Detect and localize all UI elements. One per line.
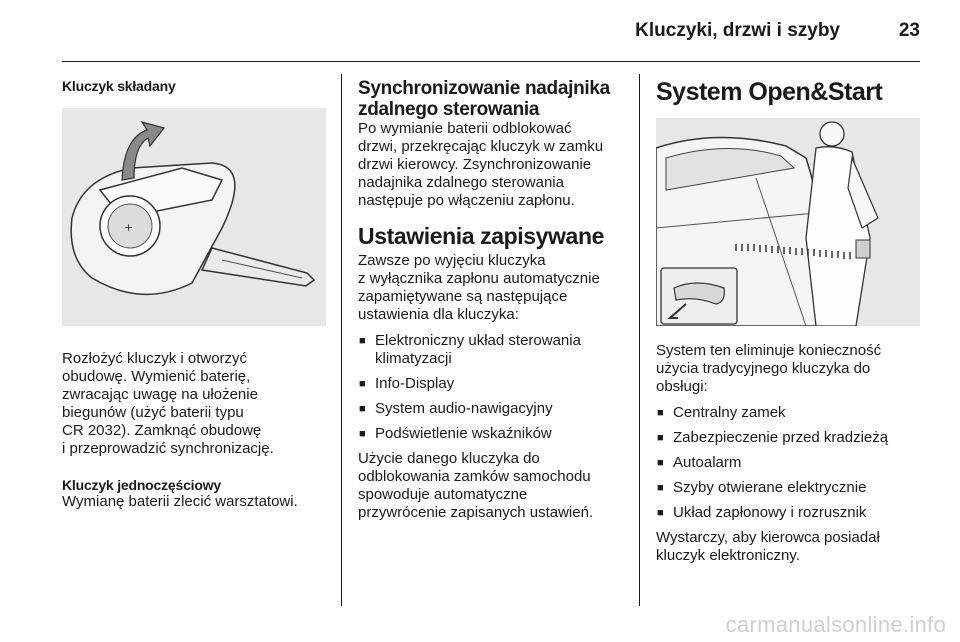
saved-settings-text [358, 252, 626, 324]
paragraph-line: drzwi kierowcy. Zsynchronizowanie [358, 156, 592, 173]
paragraph-line: zwracając uwagę na ułożenie [62, 386, 258, 403]
paragraph-line: z wyłącznika zapłonu automatycznie [358, 270, 600, 287]
heading-open-start: System Open&Start [656, 78, 883, 106]
list-item-text: Szyby otwierane elektrycznie [673, 479, 867, 496]
list-item-text: Układ zapłonowy i rozrusznik [673, 504, 867, 521]
paragraph-line: biegunów (użyć baterii typu [62, 404, 244, 421]
heading-remote-sync-line2: zdalnego sterowania [358, 99, 540, 120]
folding-key-battery-icon [62, 108, 326, 326]
bullet-square-icon: ■ [359, 428, 366, 440]
watermark: carmanualsonline.info [725, 612, 946, 637]
open-start-closing [656, 529, 920, 565]
paragraph-line: nadajnika zdalnego sterowania [358, 174, 564, 191]
open-start-intro [656, 342, 920, 396]
paragraph-line: przywrócenie zapisanych ustawień. [358, 504, 594, 521]
list-item-text: Autoalarm [673, 454, 742, 471]
list-item-text: Info-Display [375, 375, 455, 392]
bullet-square-icon: ■ [657, 457, 664, 469]
list-item-text: Centralny zamek [673, 404, 786, 421]
list-item-text: Elektroniczny układ sterowania [375, 332, 581, 349]
open-and-start-car-door-icon [656, 118, 920, 326]
heading-folding-key: Kluczyk składany [62, 78, 176, 94]
page-number: 23 [898, 20, 920, 41]
bullet-square-icon: ■ [657, 432, 664, 444]
list-item [656, 429, 920, 447]
list-item-text: klimatyzacji [375, 350, 452, 367]
list-item [656, 479, 920, 497]
saved-settings-list [358, 332, 626, 443]
column-folding-key [62, 78, 326, 511]
bullet-square-icon: ■ [359, 335, 366, 347]
one-piece-key-text: Wymianę baterii zlecić warsztatowi. [62, 493, 298, 510]
list-item [358, 332, 626, 368]
page-header-title: Kluczyki, drzwi i szyby [635, 20, 840, 41]
folding-key-instructions [62, 350, 326, 458]
paragraph-line: Użycie danego kluczyka do [358, 450, 540, 467]
paragraph-line: obudowę. Wymienić baterię, [62, 368, 251, 385]
folding-key-battery-illustration [62, 108, 326, 326]
open-and-start-car-door-illustration [656, 118, 920, 326]
column-divider-left [341, 74, 342, 606]
bullet-square-icon: ■ [657, 407, 664, 419]
column-synchronization [358, 78, 626, 522]
list-item [656, 504, 920, 522]
paragraph-line: obsługi: [656, 378, 708, 395]
list-item [656, 404, 920, 422]
header-divider [62, 61, 920, 62]
paragraph-line: kluczyk elektroniczny. [656, 547, 800, 564]
column-open-start [656, 78, 920, 565]
paragraph-line: ustawienia dla kluczyka: [358, 306, 519, 323]
paragraph-line: Po wymianie baterii odblokować [358, 120, 572, 137]
paragraph-line: następuje po włączeniu zapłonu. [358, 192, 575, 209]
paragraph-line: i przeprowadzić synchronizację. [62, 440, 274, 457]
remote-sync-text [358, 120, 626, 210]
list-item-text: System audio-nawigacyjny [375, 400, 553, 417]
list-item [358, 425, 626, 443]
paragraph-line: spowoduje automatyczne [358, 486, 528, 503]
list-item [358, 400, 626, 418]
list-item-text: Zabezpieczenie przed kradzieżą [673, 429, 889, 446]
heading-saved-settings: Ustawienia zapisywane [358, 223, 604, 249]
paragraph-line: zapamiętywane są następujące [358, 288, 568, 305]
bullet-square-icon: ■ [657, 507, 664, 519]
restore-settings-text [358, 450, 626, 522]
heading-one-piece-key: Kluczyk jednoczęściowy [62, 477, 221, 493]
svg-text:+: + [124, 221, 134, 234]
open-start-features-list [656, 404, 920, 522]
paragraph-line: CR 2032). Zamknąć obudowę [62, 422, 262, 439]
bullet-square-icon: ■ [657, 482, 664, 494]
paragraph-line: Rozłożyć kluczyk i otworzyć [62, 350, 248, 367]
paragraph-line: odblokowania zamków samochodu [358, 468, 591, 485]
column-divider-right [639, 74, 640, 606]
paragraph-line: Zawsze po wyjęciu kluczyka [358, 252, 546, 269]
list-item [656, 454, 920, 472]
paragraph-line: drzwi, przekręcając kluczyk w zamku [358, 138, 604, 155]
bullet-square-icon: ■ [359, 378, 366, 390]
list-item-text: Podświetlenie wskaźników [375, 425, 552, 442]
heading-remote-sync: Synchronizowanie nadajnika [358, 78, 610, 99]
bullet-square-icon: ■ [359, 403, 366, 415]
paragraph-line: System ten eliminuje konieczność [656, 342, 882, 359]
paragraph-line: Wystarczy, aby kierowca posiadał [656, 529, 880, 546]
list-item [358, 375, 626, 393]
paragraph-line: użycia tradycyjnego kluczyka do [656, 360, 871, 377]
